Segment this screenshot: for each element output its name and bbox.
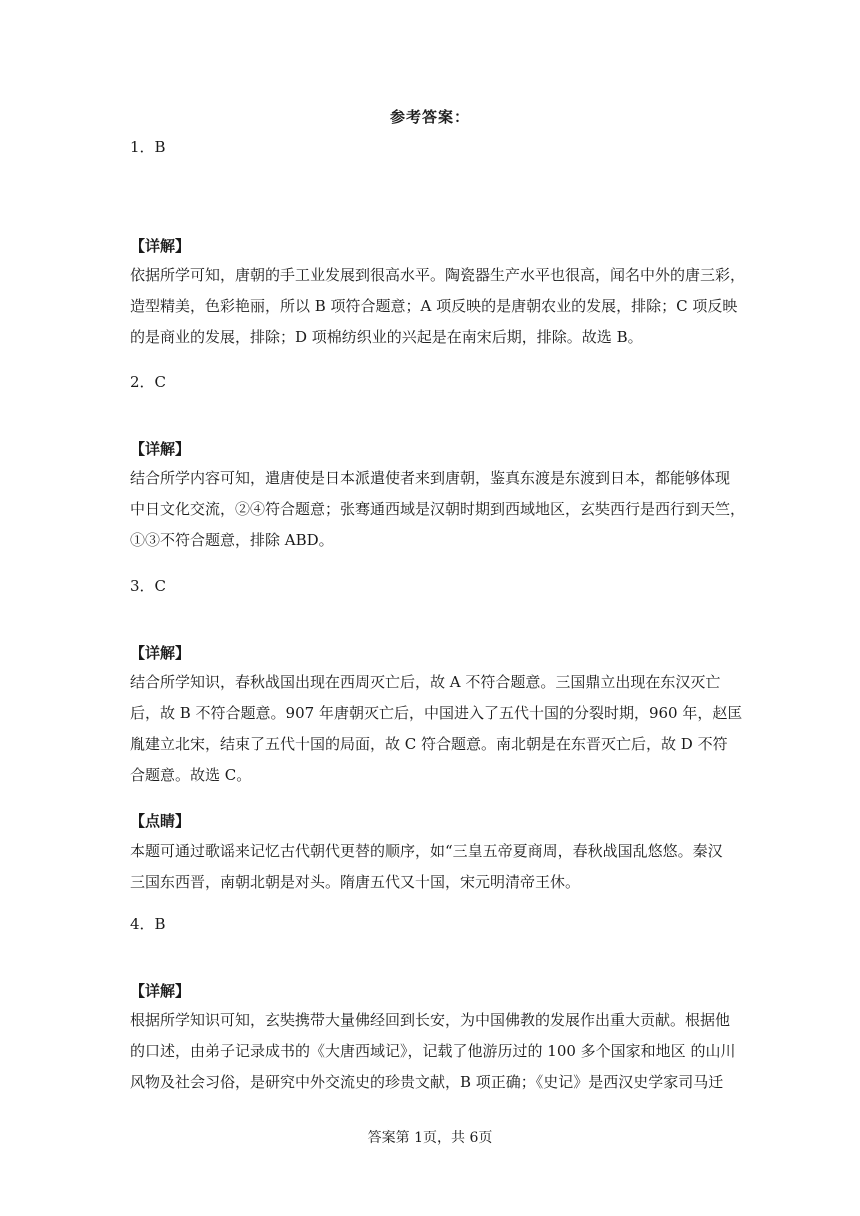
explanation-text-4 [130, 1005, 736, 1098]
text-line: 三国东西晋，南朝北朝是对头。隋唐五代又十国，宋元明清帝王休。 [130, 873, 581, 891]
text-line: 结合所学知识，春秋战国出现在西周灭亡后，故 A 不符合题意。三国鼎立出现在东汉灭亡 [130, 673, 721, 691]
explanation-tag-3: 【详解】 [130, 644, 191, 662]
text-line: 后，故 B 不符合题意。907 年唐朝灭亡后，中国进入了五代十国的分裂时期，960 年，赵匡 [130, 704, 743, 722]
text-line: ①③不符合题意，排除 ABD。 [130, 531, 334, 549]
explanation-text-3 [130, 667, 743, 791]
text-line: 结合所学内容可知，遣唐使是日本派遣使者来到唐朝，鉴真东渡是东渡到日本，都能够体现 [130, 469, 731, 487]
text-line: 造型精美，色彩艳丽，所以 B 项符合题意；A 项反映的是唐朝农业的发展，排除；C 项反映 [130, 297, 738, 315]
explanation-tag-4: 【详解】 [130, 982, 191, 1000]
text-line: 依据所学可知，唐朝的手工业发展到很高水平。陶瓷器生产水平也很高，闻名中外的唐三彩， [130, 266, 746, 284]
text-line: 胤建立北宋，结束了五代十国的局面，故 C 符合题意。南北朝是在东晋灭亡后，故 D 不符 [130, 735, 728, 753]
text-line: 的是商业的发展，排除；D 项棉纺织业的兴起是在南宋后期，排除。故选 B。 [130, 328, 643, 346]
explanation-tag-1: 【详解】 [130, 237, 191, 255]
explanation-text-1 [130, 260, 746, 353]
answer-2: 2．C [130, 373, 167, 391]
tip-text-3 [130, 836, 730, 898]
text-line: 中日文化交流，②④符合题意；张骞通西域是汉朝时期到西域地区，玄奘西行是西行到天竺， [130, 500, 746, 518]
answer-4: 4．B [130, 915, 166, 933]
text-line: 风物及社会习俗，是研究中外交流史的珍贵文献，B 项正确；《史记》是西汉史学家司马迁 [130, 1073, 724, 1091]
explanation-tag-2: 【详解】 [130, 440, 191, 458]
text-line: 合题意。故选 C。 [130, 766, 252, 784]
explanation-text-2 [130, 463, 746, 556]
answer-1: 1．B [130, 138, 166, 156]
page-footer: 答案第 1页，共 6页 [367, 1130, 493, 1146]
text-line: 本题可通过歌谣来记忆古代朝代更替的顺序，如“三皇五帝夏商周，春秋战国乱悠悠。秦汉 [130, 842, 723, 860]
text-line: 根据所学知识可知，玄奘携带大量佛经回到长安，为中国佛教的发展作出重大贡献。根据他 [130, 1011, 731, 1029]
answer-3: 3．C [130, 577, 167, 595]
page-title: 参考答案： [389, 108, 470, 126]
tip-tag-3: 【点睛】 [130, 812, 191, 830]
text-line: 的口述，由弟子记录成书的《大唐西域记》，记载了他游历过的 100 多个国家和地区 的山川 [130, 1042, 736, 1060]
